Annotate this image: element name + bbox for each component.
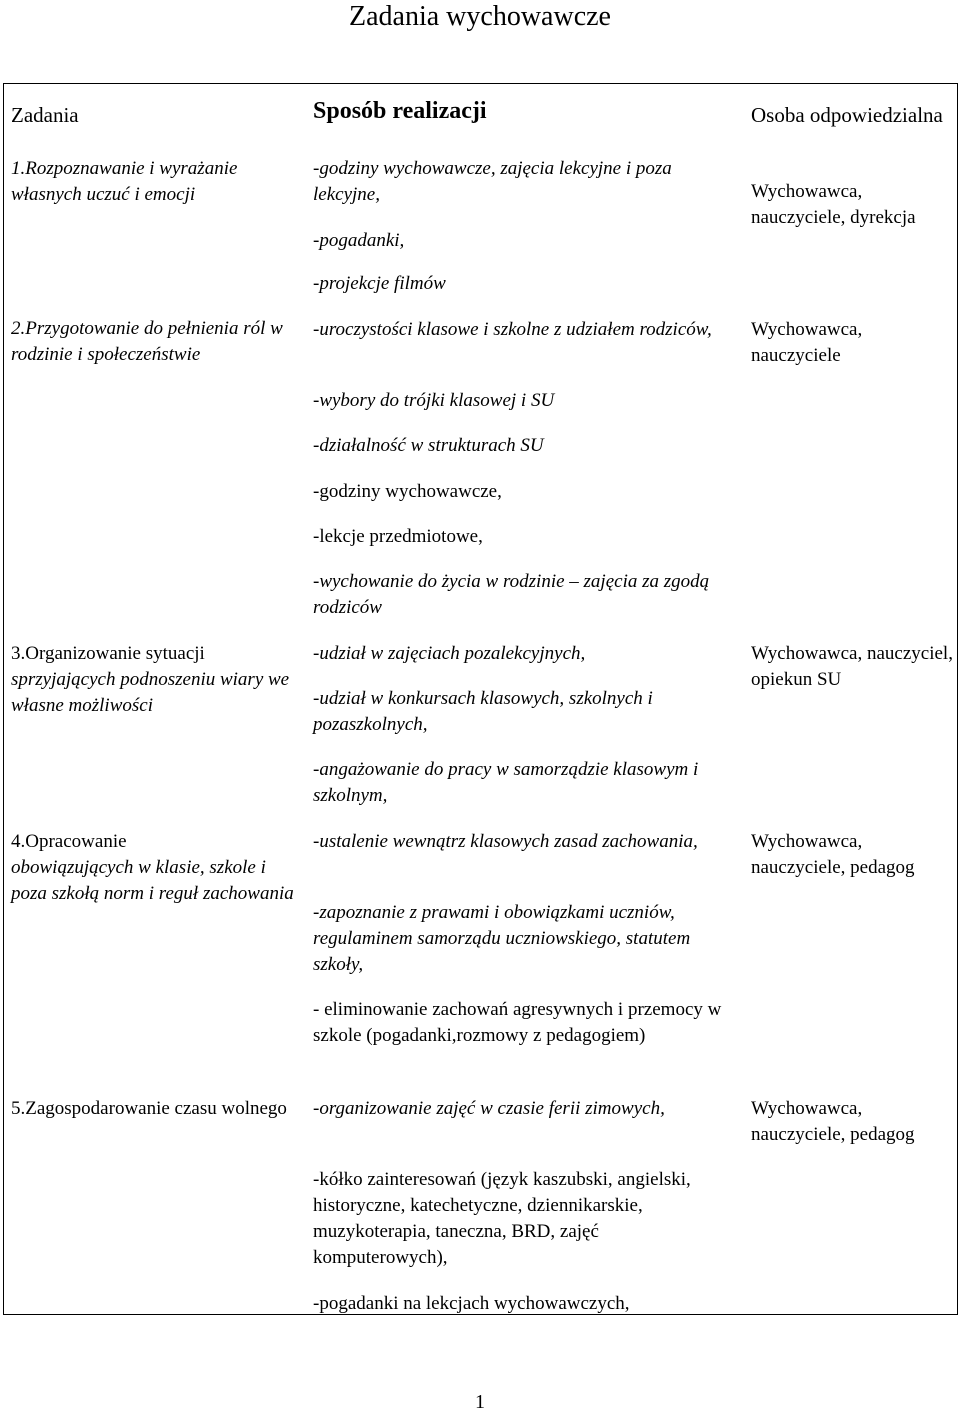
responsible-3: Wychowawca, nauczyciel, opiekun SU [751, 643, 953, 690]
method-3-2: -udział w konkursach klasowych, szkolnych i pozaszkolnych, [313, 688, 653, 735]
method-2-6: -wychowanie do życia w rodzinie – zajęcia za zgodą rodziców [313, 571, 710, 618]
task-3 [11, 641, 296, 719]
task-4 [11, 829, 296, 907]
method-5-1: -organizowanie zajęć w czasie ferii zimowych, [313, 1098, 665, 1119]
responsible-5: Wychowawca, nauczyciele, pedagog [751, 1098, 915, 1145]
header-responsible: Osoba odpowiedzialna [751, 103, 943, 127]
tasks-table [3, 83, 958, 1315]
method-2-2: -wybory do trójki klasowej i SU [313, 390, 555, 411]
method-1-2: -pogadanki, [313, 230, 405, 251]
task-3-rest: sprzyjających podnoszeniu wiary we własne możliwości [11, 669, 290, 716]
method-5-2: -kółko zainteresowań (język kaszubski, angielski, historyczne, katechetyczne, dziennikarskie, muzykoterapia, taneczna, BRD, zajęć komputerowych), [313, 1169, 691, 1268]
method-2-5: -lekcje przedmiotowe, [313, 526, 483, 547]
task-4-line1: 4.Opracowanie [11, 831, 127, 852]
header-method: Sposób realizacji [313, 98, 487, 124]
task-5: 5.Zagospodarowanie czasu wolnego [11, 1098, 287, 1119]
method-4-3: - eliminowanie zachowań agresywnych i przemocy w szkole (pogadanki,rozmowy z pedagogiem) [313, 999, 722, 1046]
header-tasks: Zadania [11, 103, 79, 127]
method-1-1: -godziny wychowawcze, zajęcia lekcyjne i poza lekcyjne, [313, 158, 672, 205]
task-2: 2.Przygotowanie do pełnienia ról w rodzinie i społeczeństwie [11, 318, 283, 365]
method-2-3: -działalność w strukturach SU [313, 435, 544, 456]
page-number: 1 [475, 1391, 485, 1413]
method-2-1: -uroczystości klasowe i szkolne z udziałem rodziców, [313, 319, 712, 340]
method-1-3: -projekcje filmów [313, 273, 446, 294]
method-5-3: -pogadanki na lekcjach wychowawczych, [313, 1293, 630, 1314]
method-3-3: -angażowanie do pracy w samorządzie klasowym i szkolnym, [313, 759, 699, 806]
task-3-line1: 3.Organizowanie sytuacji [11, 643, 205, 664]
task-1: 1.Rozpoznawanie i wyrażanie własnych uczuć i emocji [11, 158, 238, 205]
method-2-4: -godziny wychowawcze, [313, 481, 502, 502]
task-4-rest: obowiązujących w klasie, szkole i poza szkołą norm i reguł zachowania [11, 857, 294, 904]
responsible-1: Wychowawca, nauczyciele, dyrekcja [751, 181, 916, 228]
page-title: Zadania wychowawcze [349, 1, 611, 32]
method-3-1: -udział w zajęciach pozalekcyjnych, [313, 643, 586, 664]
responsible-2: Wychowawca, nauczyciele [751, 319, 863, 366]
method-4-1: -ustalenie wewnątrz klasowych zasad zachowania, [313, 831, 698, 852]
responsible-4: Wychowawca, nauczyciele, pedagog [751, 831, 915, 878]
method-4-2: -zapoznanie z prawami i obowiązkami uczniów, regulaminem samorządu uczniowskiego, statutem szkoły, [313, 902, 691, 975]
